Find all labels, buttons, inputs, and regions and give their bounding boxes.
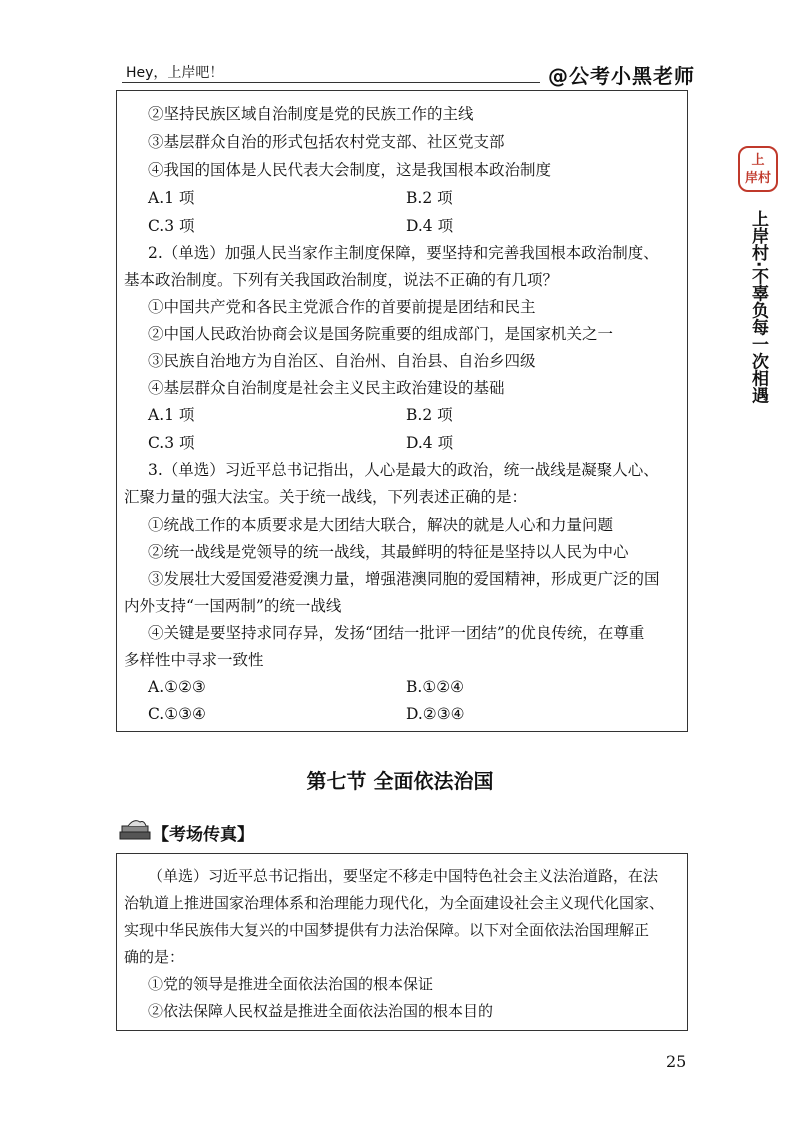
q3-option-c: C.①③④ (148, 705, 206, 723)
q1-option-a: A.1 项 (148, 189, 195, 207)
header-right-text: @公考小黑老师 (548, 64, 695, 88)
q1-statement-3: ③基层群众自治的形式包括农村党支部、社区党支部 (148, 133, 505, 151)
header-rule (122, 82, 540, 83)
q2-statement-3: ③民族自治地方为自治区、自治州、自治县、自治乡四级 (148, 352, 536, 370)
p-q-stem-line-1: （单选）习近平总书记指出，要坚定不移走中国特色社会主义法治道路，在法 (148, 867, 659, 885)
q2-option-b: B.2 项 (406, 406, 453, 424)
q3-stem-line-1: 3.（单选）习近平总书记指出，人心是最大的政治，统一战线是凝聚人心、 (148, 461, 659, 479)
q3-statement-4-line-1: ④关键是要坚持求同存异，发扬“团结一批评一团结”的优良传统，在尊重 (148, 624, 645, 642)
p-q-statement-2: ②依法保障人民权益是推进全面依法治国的根本目的 (148, 1002, 494, 1020)
q3-statement-2: ②统一战线是党领导的统一战线，其最鲜明的特征是坚持以人民为中心 (148, 543, 629, 561)
q2-option-d: D.4 项 (406, 434, 454, 452)
q3-statement-4-line-2: 多样性中寻求一致性 (124, 651, 264, 669)
q2-statement-2: ②中国人民政治协商会议是国务院重要的组成部门，是国家机关之一 (148, 325, 614, 343)
section-title: 第七节 全面依法治国 (306, 769, 494, 793)
q1-statement-2: ②坚持民族区域自治制度是党的民族工作的主线 (148, 105, 474, 123)
q1-option-d: D.4 项 (406, 217, 454, 235)
q3-statement-3-line-2: 内外支持“一国两制”的统一战线 (124, 597, 342, 615)
side-stamp-logo: 上 岸村 (738, 146, 778, 192)
q2-option-c: C.3 项 (148, 434, 195, 452)
book-stack-icon (118, 818, 154, 842)
p-q-statement-1: ①党的领导是推进全面依法治国的根本保证 (148, 975, 434, 993)
q2-option-a: A.1 项 (148, 406, 195, 424)
side-slogan-text: 上岸村·不辜负每一次相遇 (748, 210, 768, 404)
q3-statement-3-line-1: ③发展壮大爱国爱港爱澳力量，增强港澳同胞的爱国精神，形成更广泛的国 (148, 570, 660, 588)
p-q-stem-line-3: 实现中华民族伟大复兴的中国梦提供有力法治保障。以下对全面依法治国理解正 (124, 921, 650, 939)
q1-option-c: C.3 项 (148, 217, 195, 235)
q3-option-d: D.②③④ (406, 705, 465, 723)
p-q-stem-line-2: 治轨道上推进国家治理体系和治理能力现代化，为全面建设社会主义现代化国家、 (124, 894, 665, 912)
p-q-stem-line-4: 确的是： (124, 948, 185, 966)
q2-stem-line-2: 基本政治制度。下列有关我国政治制度，说法不正确的有几项？ (124, 271, 559, 289)
q1-option-b: B.2 项 (406, 189, 453, 207)
q2-statement-1: ①中国共产党和各民主党派合作的首要前提是团结和民主 (148, 298, 536, 316)
q1-statement-4: ④我国的国体是人民代表大会制度，这是我国根本政治制度 (148, 161, 552, 179)
page-number: 25 (666, 1052, 687, 1071)
exam-heading: 【考场传真】 (152, 825, 254, 845)
q3-statement-1: ①统战工作的本质要求是大团结大联合，解决的就是人心和力量问题 (148, 516, 614, 534)
q2-stem-line-1: 2.（单选）加强人民当家作主制度保障，要坚持和完善我国根本政治制度、 (148, 244, 659, 262)
side-slogan (746, 210, 770, 410)
q3-option-b: B.①②④ (406, 678, 465, 696)
header-left-text: Hey，上岸吧！ (126, 65, 224, 81)
q2-statement-4: ④基层群众自治制度是社会主义民主政治建设的基础 (148, 379, 505, 397)
q3-stem-line-2: 汇聚力量的强大法宝。关于统一战线，下列表述正确的是： (124, 488, 528, 506)
q3-option-a: A.①②③ (148, 678, 206, 696)
